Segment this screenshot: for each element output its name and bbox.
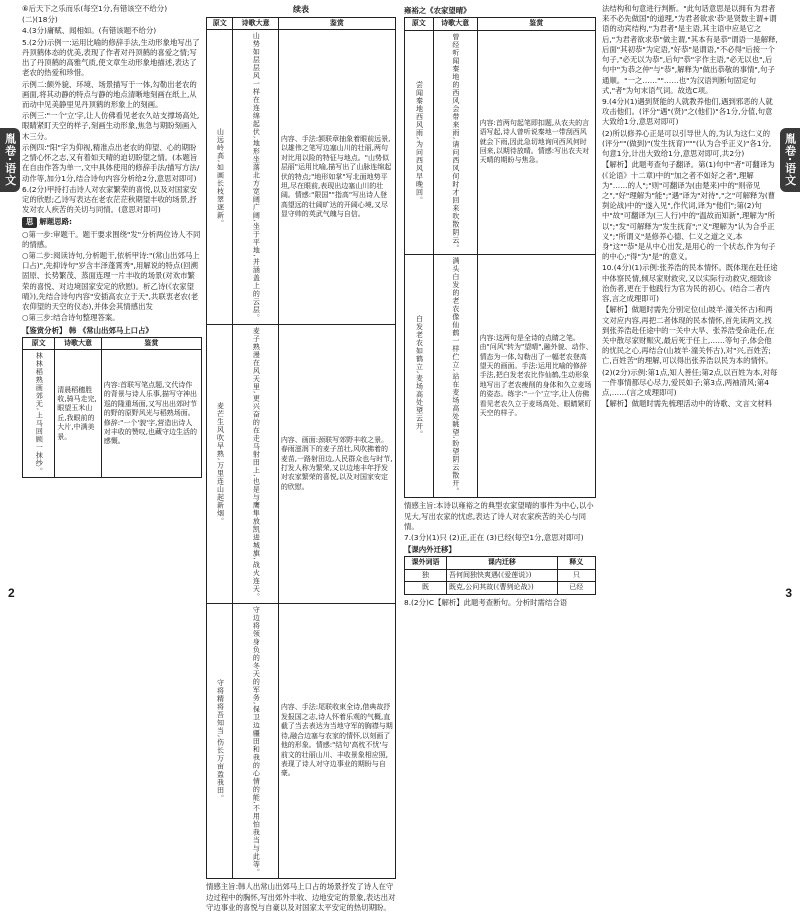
text-line: (2)(2分)示例:第1点,知人善任;第2点,以百姓为本,对每一件事情都尽心尽力,爱民如子;第3点,两袖清风;第4点,……(言之成理即可) xyxy=(602,367,778,398)
table-header-row xyxy=(23,337,202,349)
table-cell-meaning: 守边将领身负的冬天的军务,保卫边疆田和我的心情的能,不用怕我当与此等。 xyxy=(233,603,278,878)
word-migration-table xyxy=(404,556,596,594)
text-line: (2)所以修养心正是可以引导世人的,为认为这仁义的(评分""(做到)"(发生抚育)"""(认为合乎正义)"各1分,句意1分,计出大致给1分,意思对即可,共2分) xyxy=(602,128,772,159)
emotion-note: 情感主旨:韩人出常山出郊马上口占的场景抒发了诗人在守边过程中的胸怀,写出郊外丰收、边地安定的景象,表达出对守边事业的喜悦与自豪以及对国家太平安定的热切期盼。 xyxy=(206,882,396,912)
table-cell-meaning: 清晨稻穗胜收,骑马走完,眼望玉米山丘,我眼前的大片,中满美景。 xyxy=(55,350,102,478)
right-col-1 xyxy=(404,4,596,609)
table-row xyxy=(405,582,596,594)
left-col-2 xyxy=(206,4,396,914)
table-row xyxy=(405,569,596,581)
table-cell-definition: 已经 xyxy=(557,582,595,594)
think-step: ○第一步:审题干。题干要求围绕"发"分析两位诗人不同的情感。 xyxy=(22,229,201,249)
left-page xyxy=(0,0,400,912)
text-line: (二)(18分) xyxy=(22,15,58,25)
table-cell-original: 尝闻秦地西风雨,为问西风早晚回。 xyxy=(405,30,434,254)
text-line: 4.(3分)庸赋、闻相如。(有错该题不给分) xyxy=(22,26,157,36)
text-line: 法结构和句意进行判断。"此句话意思是以拥有为君者来不必先做国"的道理,"为君者欲求'恭'是贤数主谓+谓语的动宾结构,"为君者"是主语,其主语中应是它之后,"为君者欲求恭"做主谓,"其本有是恭"谓语一是解释,后面"其初恭"为定语,"好恭"是谓语,"不必得"后接一个句子,"必无以为恭",后句"恭"字作主语,"必无以也",后句中"为恭之仲"与"恭",解释为"做出恭敬的事情",句子通顺。"一之……""……也"为汉语判断句固定句式,"者"为句末语气词。故选C项。 xyxy=(602,4,778,95)
table-header: 诗歌大意 xyxy=(55,337,102,349)
table-title: 雍裕之《农家望晴》 xyxy=(404,6,471,15)
think-section-title xyxy=(22,217,202,227)
think-step: ○第三步:结合诗句整理答案。 xyxy=(22,313,120,323)
think-badge-icon: 思 xyxy=(22,217,37,227)
text-line: 9.(4分)(1)遇到贤能的人就教养他们,遇到邪恶的人就攻击他们。(评分"遇"(贤)"之(他们)"各1分,分值,句意大致给1分,意思对即可) xyxy=(602,96,773,127)
table-cell-appreciation: 内容、手法:颔联章抽象着眼前远景,以雄伟之笔写边塞山川的壮丽,两句对比用以险的特征与地点。"山势似层丽"运用比喻,描写出了山脉连绵起伏的特点;"地形如掌"写北面地势平坦,尽在眼前,表现出边塞山川的壮阔。情感:"限国""指高"写出诗人登高望远的壮阔旷达的开阔心境,又尽显守帅的英武气魄与自信。 xyxy=(278,30,395,325)
word-table-title: 【课内外迁移】 xyxy=(404,545,456,555)
table-header-row xyxy=(405,18,596,30)
side-tab-left: 胤卷·语文 xyxy=(0,128,20,192)
table-cell-source: 吾何间独快爽遇(《爱莲说》) xyxy=(447,569,558,581)
text-line: 5.(2分)示例一:运用比喻的修辞手法,生动形象地写出了丹顶鹤体态的优美,表现了作者对丹顶鹤的喜爱之情;写出了丹顶鹤的高雅气质,使文章生动形象地描述,表达了老农的热爱和珍惜。 xyxy=(22,37,200,78)
appreciation-table xyxy=(22,337,202,479)
text-line: 10.(4分)(1)示例:张养浩的民本情怀。既体现在赴任途中体察民情,倾尽家财救灾,又以实际行动救灾,细致诊治伤者,更在于他践行为官为民的初心。(结合二者内容,言之成理即可) xyxy=(602,263,778,304)
table-title: 【鉴赏分析】 韩 《常山出郊马上口占》 xyxy=(22,325,153,335)
text-line: 【解析】做题时需先分别定位(山坡羊·潼关怀古)和两文对应内容,再把二者体现的民本情怀,首先读两文,找到张养浩赴任途中的一关中大旱、张养浩受命赴任,在关中散尽家财赈灾,最后死于任上,……等句子,体会他的忧民之心,再结合(山坡羊·潼关怀古),对"兴,百姓苦;亡,百姓苦"的理解,可以得出张养浩以民为本的情怀。 xyxy=(602,305,775,366)
question-7-answer: 7.(3分)(1)只 (2)正,正在 (3)已经(每空1分,意思对即可) xyxy=(404,533,584,542)
table-cell-word: 独 xyxy=(405,569,447,581)
table-cell-original: 山远岭高,如画长枝翠逐新。 xyxy=(207,30,233,325)
table-header: 原文 xyxy=(405,18,434,30)
table-cell-meaning: 山势如层层风一样在连绵起伏,地形坐落北方宽阔广阔,坐于平地,并涵盖上的云层。 xyxy=(233,30,278,325)
table-row xyxy=(405,254,596,497)
table-header-row xyxy=(405,557,596,569)
table-header-row xyxy=(207,18,396,30)
continued-label: 续表 xyxy=(293,5,309,14)
text-line: ⑥后天下之乐而乐(每空1分,有错该空不给分) xyxy=(22,4,168,13)
table-header: 原文 xyxy=(207,18,233,30)
table-row xyxy=(207,325,396,604)
text-line: 【解析】做题时需先梳理活动中的诗歌、文言文材料 xyxy=(602,399,772,409)
table-header: 鉴赏 xyxy=(477,18,595,30)
table-cell-original: 林林稻熟画郊无,上马回顾一抹纱。 xyxy=(23,350,55,478)
table-cell-original: 守将精将吾知当,伤长万亩盈我田。 xyxy=(207,603,233,878)
table-header: 课外词语 xyxy=(405,557,447,569)
table-cell-appreciation: 内容:首联写笔点题,文代诗作的背景与诗人乐事,描写守神出巡的隆重场面,又写出出郊时节的野的原野风光与稻熟场面。修辞:"一个'貌'字,营造出诗人对丰收的赞叹,也藏守边生活的感慨。 xyxy=(101,350,201,478)
left-col-1 xyxy=(22,4,202,478)
table-cell-appreciation: 内容:首两句起笔即扣题,从农夫的言语写起,诗人曾听说秦地一带刮西风就会下雨,因此急切地询问西风何时回来,以期待放晴。情感:写出农夫对天晴的期盼与焦急。 xyxy=(477,30,595,254)
question-8-answer: 8.(2分)C【解析】此题考查断句。分析时需结合语 xyxy=(404,597,568,607)
page-number-left: 2 xyxy=(8,586,15,601)
table-cell-appreciation: 内容:这两句是全诗的点睛之笔。由"问风"转为"望晴",融外貌、动作、情态为一体,勾勒出了一幅老农登高望天的画面。手法:运用比喻的修辞手法,把白发老农比作仙鹤,生动形象地写出了老农瘦削的身体和久立麦场的姿态。练字:"一个'立'字,让人仿佛看见老农久立于麦场高处、眼睛紧盯天空的样子。 xyxy=(477,254,595,497)
table-header: 原文 xyxy=(23,337,55,349)
table-row xyxy=(23,350,202,478)
table-cell-original: 白发老农如鹤立,麦场高处望云开。 xyxy=(405,254,434,497)
table-header: 诗歌大意 xyxy=(433,18,477,30)
table-row xyxy=(207,30,396,325)
right-col-2 xyxy=(602,4,778,411)
page-number-right: 3 xyxy=(785,586,792,601)
appreciation-table-continued xyxy=(206,17,396,879)
think-title: 解题思路: xyxy=(39,217,72,227)
emotion-note: 情感主旨:本诗以雍裕之的典型农家望晴的事件为中心,以小见大,写出农家的忧虑,表达了诗人对农家疾苦的关心与同情。 xyxy=(404,501,594,531)
text-line: 示例二:颇外貌、环境、场景描写于一体,勾勒出老农的画面,将其动静的特点与静的地点清晰地刻画在纸上,从而动中见美静里见丹顶鹤的形象上的刻画。 xyxy=(22,79,197,109)
table-header: 课内迁移 xyxy=(447,557,558,569)
table-cell-meaning: 曾经听闻秦地的西风会带来雨,请问西风何时才回来吹散阴云。 xyxy=(433,30,477,254)
table-cell-definition: 只 xyxy=(557,569,595,581)
think-step: ○第二步:阅读诗句,分析题干,依析甲诗:"(常山出郊马上口占)",先抑诗句"岁含丰泽蓬霄秀",用解说的特点(回溯固原、长势繁茂、蒸面连理一片丰收的场景(对欢市繁荣的喜悦、对边境国家安定的欣慰)。析乙诗(《农家望晴》),先结合诗句内容"安插高农立于天",共联衷老农(老农仰望的天空的仪态),并体会其情感出发 xyxy=(22,251,200,312)
table-header: 鉴赏 xyxy=(101,337,201,349)
side-tab-right: 胤卷·语文 xyxy=(780,128,800,192)
table-cell-source: 既克,公问其故(《曹刿论战》) xyxy=(447,582,558,594)
appreciation-table xyxy=(404,17,596,498)
table-cell-appreciation: 内容、手法:尾联收束全诗,借典故抒发报国之志,诗人怀着乐观的气概,直截了当去表达为当地守军的胸襟与期待,融合边塞与农家的情怀,以刻画了他的形象。情感:"结句'高枕不忧'与前文的壮丽山川、丰收景象相应照,表现了诗人对守边事业的期盼与自豪。 xyxy=(278,603,395,878)
table-cell-original: 麦芒生风吹早熟,万里连山起新烟。 xyxy=(207,325,233,604)
table-cell-word: 既 xyxy=(405,582,447,594)
table-cell-meaning: 满头白发的老农像仙鹤一样伫立,站在麦场高处眺望,盼望阴云散开。 xyxy=(433,254,477,497)
table-header: 诗歌大意 xyxy=(233,18,278,30)
table-cell-appreciation: 内容、画面:颈联写郊野丰收之景。春雨滋润下的麦子茁壮,风吹拂着的麦苗,一路射田边,人民群众也与时节,打发人称为繁荣,又以边地丰年抒发对农家繁荣的喜悦,以及对国家安定的欣慰。 xyxy=(278,325,395,604)
text-line: 示例四:"阳"字为仰视,精准点出老农的仰望、心的期盼之情心怀之志,又有着如天晴的迫切盼望之情。(本题旨在自由作答为单一,文中具体使用的修辞手法/描写方法/动作等,加分1分,结合诗句内容分析给2分,意思对即可) xyxy=(22,142,200,183)
table-row xyxy=(405,30,596,254)
table-row xyxy=(207,603,396,878)
table-header: 鉴赏 xyxy=(278,18,395,30)
table-header: 释义 xyxy=(557,557,595,569)
right-page xyxy=(400,0,800,605)
text-line: 6.(2分)甲持打击诗人对农家繁荣的喜悦,以及对国家安定的欣慰;乙诗写表达在老农茫茫秋期望丰收的场景,抒发对农人疾苦的关切与同情。(意思对即可) xyxy=(22,184,198,215)
text-line: 【解析】此题考查句子翻译。第(1)句中"者"可翻译为(《论语》十二章)中的"加之者不如好之者",理解为"……的人";"则"可翻译为(由楚来)中的"则帝见之","好"理解为"能";"遇"译为"对待","之"可解释为(曹刿论战)中的"遂入见",作代词,译为"他们";第(2)句中"故"可翻译为(三人行)中的"温故而知新",理解为"所以";"发"可解释为"发生抚育";"义"理解为"认为合乎正义";"所谓义"是修养心德、仁义之道之义,本身"这""恭"是从中心出发,是用心的一个状态,作为句子的中心;"得"为"是"的意义。 xyxy=(602,160,776,262)
text-line: 示例三:"一个'立'字,让人仿佛看见老农久站支撑场高处,眼睛紧盯天空的样子,刻画生动形象,焦急与期盼刻画入木三分。 xyxy=(22,111,200,141)
table-cell-meaning: 麦子熟漫在风天里,更兴奋的在走马射田上,也是与鹰隼放凯进城旗,战火连天。 xyxy=(233,325,278,604)
